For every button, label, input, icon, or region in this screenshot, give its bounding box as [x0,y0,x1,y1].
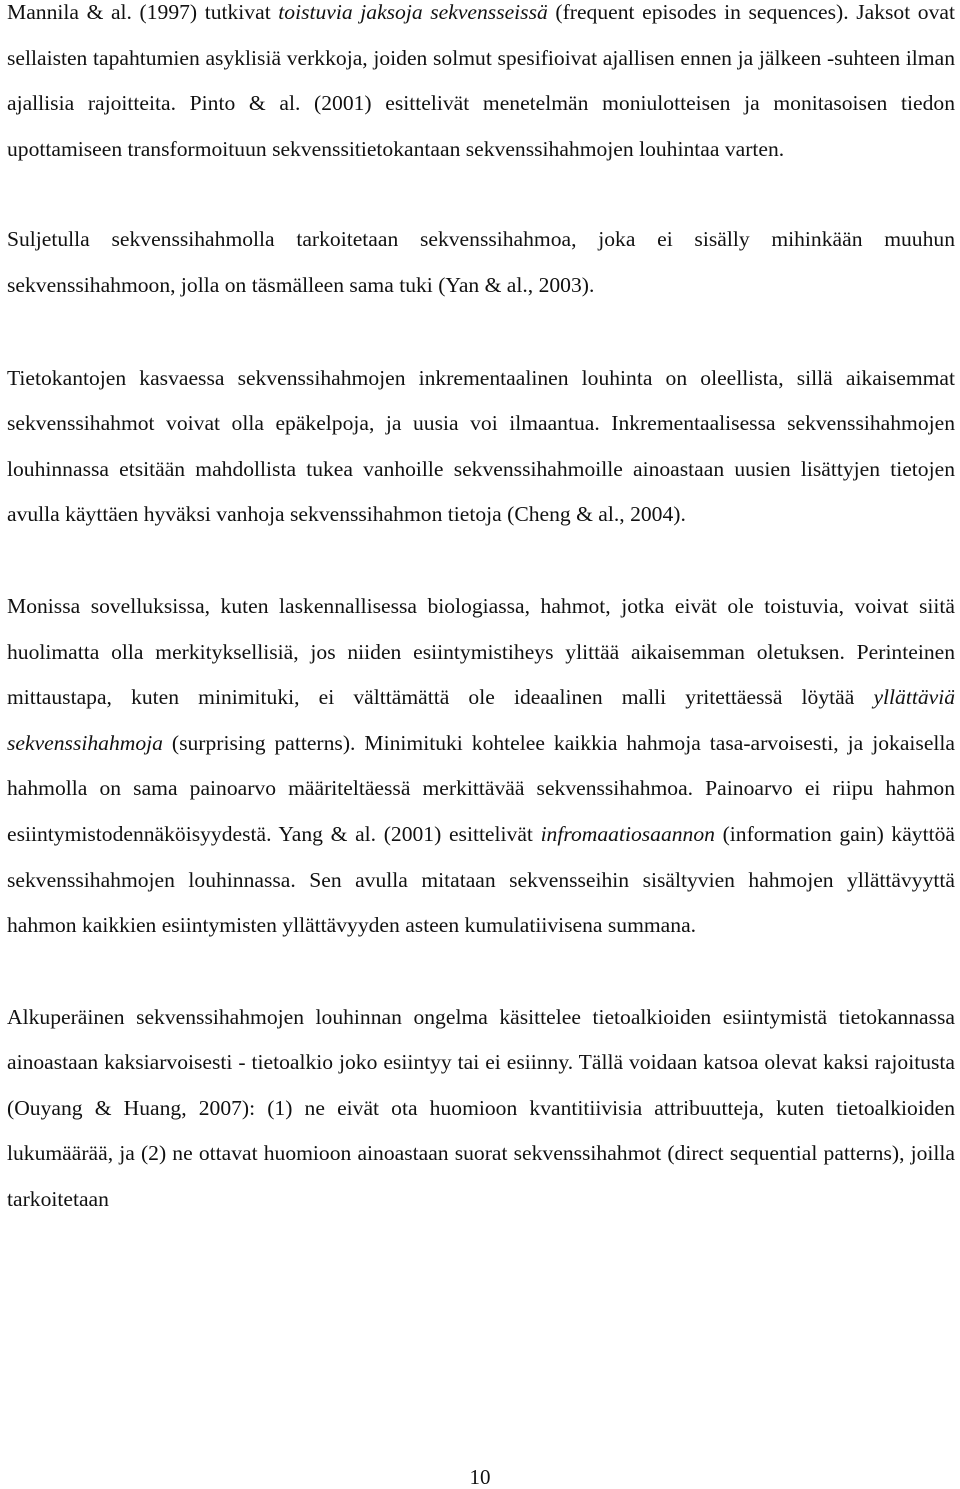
paragraph-4-italic-term-2: infromaatiosaannon [540,821,715,846]
page-number: 10 [469,1465,491,1489]
paragraph-4-text-2: (surprising patterns). Minimituki kohtelee kaikkia hahmoja tasa-arvoisesti, ja jokaisella hahmolla on sama painoarvo määriteltäessä merkittävää sekvenssihahmoa. Painoarvo ei riipu hahmon esiintymistodennäköisyydestä. Yang & al. (2001) esittelivät [7,730,955,846]
paragraph-4-text-1: Monissa sovelluksissa, kuten laskennallisessa biologiassa, hahmot, jotka eivät ole toistuvia, voivat siitä huolimatta olla merkityksellisiä, jos niiden esiintymistiheys ylittää aikaisemman oletuksen. Perinteinen mittaustapa, kuten minimituki, ei välttämättä ole ideaalinen malli yritettäessä löytää [7,593,955,710]
paragraph-4 [7,584,955,949]
paragraph-1-text-1: Mannila & al. (1997) tutkivat [7,0,279,24]
paragraph-1 [7,0,955,172]
paragraph-3-text: Tietokantojen kasvaessa sekvenssihahmojen inkrementaalinen louhinta on oleellista, sillä aikaisemmat sekvenssihahmot voivat olla epäkelpoja, ja uusia voi ilmaantua. Inkrementaalisessa sekvenssihahmojen louhinnassa etsitään mahdollista tukea vanhoille sekvenssihahmoille ainoastaan uusien lisättyjen tietojen avulla käyttäen hyväksi vanhoja sekvenssihahmon tietoja (Cheng & al., 2004). [7,365,955,527]
paragraph-1-italic-term: toistuvia jaksoja sekvensseissä [278,0,548,24]
paragraph-4-italic-term-1: yllättäviä sekvenssihahmoja [7,685,955,755]
paragraph-3 [7,356,955,538]
paragraph-5-text: Alkuperäinen sekvenssihahmojen louhinnan ongelma käsittelee tietoalkioiden esiintymistä tietokannassa ainoastaan kaksiarvoisesti - tietoalkio joko esiintyy tai ei esiinny. Tällä voidaan katsoa olevat kaksi rajoitusta (Ouyang & Huang, 2007): (1) ne eivät ota huomioon kvantitiivisia attribuutteja, kuten tietoalkioiden lukumäärää, ja (2) ne ottavat huomioon ainoastaan suorat sekvenssihahmot (direct sequential patterns), joilla tarkoitetaan [7,1004,955,1212]
document-page [7,0,955,1223]
paragraph-1-text-2: (frequent episodes in sequences). Jaksot ovat sellaisten tapahtumien asyklisiä verkkoja, joiden solmut spesifioivat ajallisen ennen ja jälkeen -suhteen ilman ajallisia rajoitteita. Pinto & al. (2001) esittelivät menetelmän moniulotteisen ja monitasoisen tiedon upottamiseen transformoituun sekvenssitietokantaan sekvenssihahmojen louhintaa varten. [7,0,955,161]
paragraph-4-text-3: (information gain) käyttöä sekvenssihahmojen louhinnassa. Sen avulla mitataan sekvensseihin sisältyvien hahmojen yllättävyyttä hahmon kaikkien esiintymisten yllättävyyden asteen kumulatiivisena summana. [7,821,955,938]
paragraph-2 [7,217,955,308]
paragraph-2-text: Suljetulla sekvenssihahmolla tarkoitetaan sekvenssihahmoa, joka ei sisälly mihinkään muuhun sekvenssihahmoon, jolla on täsmälleen sama tuki (Yan & al., 2003). [7,227,955,297]
paragraph-5 [7,995,955,1223]
